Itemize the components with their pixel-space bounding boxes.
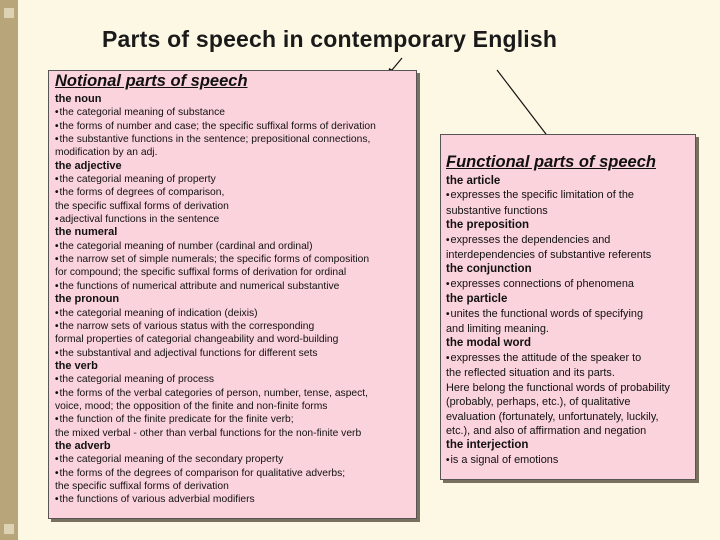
list-item [55, 133, 416, 146]
bullet-icon: • [55, 320, 59, 332]
line-text: the function of the finite predicate for the finite verb; [59, 414, 294, 426]
section-heading [55, 293, 416, 306]
list-item [446, 277, 695, 292]
list-item [446, 453, 695, 468]
notional-list [49, 93, 416, 507]
list-item [446, 381, 695, 395]
arrow-to-functional [497, 70, 549, 138]
section-heading [55, 440, 416, 453]
list-item [55, 186, 416, 199]
section-heading [55, 93, 416, 106]
bullet-icon: • [55, 280, 59, 292]
line-text: the categorial meaning of property [59, 174, 216, 186]
line-text: the particle [446, 293, 508, 306]
section-heading [446, 438, 695, 452]
section-heading [55, 226, 416, 239]
line-text: expresses the specific limitation of the [450, 189, 634, 202]
functional-list [441, 174, 695, 468]
bullet-icon: • [446, 190, 450, 202]
list-item [446, 366, 695, 380]
line-text: the substantival and adjectival functions for different sets [59, 347, 318, 359]
line-text: the narrow set of simple numerals; the specific forms of composition [59, 254, 370, 266]
list-item [55, 266, 416, 279]
bullet-icon: • [55, 254, 59, 266]
list-item [55, 320, 416, 333]
line-text: the mixed verbal - other than verbal functions for the non-finite verb [55, 427, 362, 439]
line-text: the categorial meaning of indication (deixis) [59, 307, 258, 319]
bullet-icon: • [446, 234, 450, 246]
bullet-icon: • [55, 134, 59, 146]
list-item [55, 280, 416, 293]
list-item [446, 395, 695, 409]
line-text: Here belong the functional words of probability [446, 381, 670, 394]
line-text: the forms of number and case; the specific suffixal forms of derivation [59, 120, 376, 132]
line-text: substantive functions [446, 204, 548, 217]
bullet-icon: • [446, 308, 450, 320]
line-text: the noun [55, 93, 102, 105]
bullet-icon: • [55, 107, 59, 119]
line-text: the categorial meaning of substance [59, 107, 225, 119]
bullet-icon: • [55, 467, 59, 479]
line-text: formal properties of categorial changeability and word-building [55, 334, 339, 346]
bullet-icon: • [55, 454, 59, 466]
line-text: the narrow sets of various status with the corresponding [59, 320, 315, 332]
list-item [55, 400, 416, 413]
list-item [446, 204, 695, 218]
section-heading [446, 336, 695, 350]
section-heading [446, 292, 695, 306]
section-heading [55, 360, 416, 373]
list-item [55, 213, 416, 226]
line-text: the forms of the degrees of comparison for qualitative adverbs; [59, 467, 346, 479]
slide-title: Parts of speech in contemporary English [102, 26, 558, 52]
line-text: expresses connections of phenomena [450, 277, 634, 290]
list-item [55, 120, 416, 133]
line-text: the categorial meaning of the secondary property [59, 454, 284, 466]
section-heading [446, 218, 695, 232]
line-text: the adjective [55, 159, 122, 172]
bullet-icon: • [55, 494, 59, 506]
line-text: the substantive functions in the sentence; prepositional connections, [59, 134, 371, 146]
notional-parts-box [48, 70, 417, 519]
bullet-icon: • [55, 240, 59, 252]
list-item [55, 333, 416, 346]
list-item [446, 188, 695, 203]
list-item [55, 253, 416, 266]
section-heading [446, 174, 695, 188]
list-item [55, 387, 416, 400]
line-text: (probably, perhaps, etc.), of qualitative [446, 396, 631, 409]
list-item [55, 480, 416, 493]
line-text: the specific suffixal forms of derivation [55, 200, 229, 212]
line-text: the functions of numerical attribute and numerical substantive [59, 280, 340, 292]
line-text: expresses the attitude of the speaker to [450, 351, 642, 364]
list-item [446, 307, 695, 322]
line-text: adjectival functions in the sentence [59, 214, 220, 226]
bullet-icon: • [55, 387, 59, 399]
line-text: unites the functional words of specifying [450, 307, 644, 320]
functional-parts-box [440, 134, 696, 480]
line-text: the interjection [446, 439, 529, 452]
list-item [446, 351, 695, 366]
line-text: the forms of degrees of comparison, [59, 187, 225, 199]
list-item [446, 410, 695, 424]
line-text: is a signal of emotions [450, 453, 559, 466]
line-text: the functions of various adverbial modifiers [59, 494, 255, 506]
list-item [446, 233, 695, 248]
line-text: the conjunction [446, 263, 532, 276]
list-item [55, 146, 416, 159]
bullet-icon: • [55, 414, 59, 426]
bullet-icon: • [446, 454, 450, 466]
line-text: and limiting meaning. [446, 323, 549, 336]
line-text: voice, mood; the opposition of the finite and non-finite forms [55, 400, 328, 412]
line-text: the numeral [55, 226, 118, 239]
list-item [55, 467, 416, 480]
bullet-icon: • [55, 374, 59, 386]
list-item [55, 493, 416, 506]
line-text: the forms of the verbal categories of person, number, tense, aspect, [59, 387, 369, 399]
line-text: etc.), and also of affirmation and negation [446, 424, 647, 437]
line-text: the pronoun [55, 293, 120, 306]
list-item [55, 427, 416, 440]
list-item [446, 424, 695, 438]
arrow-to-notional [392, 58, 402, 70]
bullet-icon: • [446, 278, 450, 290]
line-text: the categorial meaning of number (cardinal and ordinal) [59, 240, 313, 252]
line-text: the specific suffixal forms of derivation [55, 480, 229, 492]
list-item [446, 248, 695, 262]
list-item [55, 413, 416, 426]
functional-heading: Functional parts of speech [446, 153, 656, 171]
list-item [55, 173, 416, 186]
list-item [55, 347, 416, 360]
list-item [446, 322, 695, 336]
bullet-icon: • [446, 352, 450, 364]
line-text: the categorial meaning of process [59, 374, 215, 386]
line-text: expresses the dependencies and [450, 233, 611, 246]
list-item [55, 453, 416, 466]
line-text: modification by an adj. [55, 147, 158, 159]
bullet-icon: • [55, 120, 59, 132]
list-item [55, 307, 416, 320]
line-text: the verb [55, 359, 98, 372]
line-text: for compound; the specific suffixal forms of derivation for ordinal [55, 267, 347, 279]
notional-heading: Notional parts of speech [55, 72, 248, 90]
list-item [55, 240, 416, 253]
list-item [55, 200, 416, 213]
list-item [55, 373, 416, 386]
bullet-icon: • [55, 214, 59, 226]
bullet-icon: • [55, 174, 59, 186]
bullet-icon: • [55, 347, 59, 359]
line-text: evaluation (fortunately, unfortunately, luckily, [446, 410, 659, 423]
line-text: interdependencies of substantive referents [446, 249, 652, 262]
list-item [55, 106, 416, 119]
line-text: the preposition [446, 219, 530, 232]
line-text: the reflected situation and its parts. [446, 367, 615, 380]
bullet-icon: • [55, 307, 59, 319]
line-text: the modal word [446, 337, 531, 350]
bullet-icon: • [55, 187, 59, 199]
line-text: the adverb [55, 439, 111, 452]
line-text: the article [446, 175, 501, 187]
section-heading [446, 262, 695, 276]
section-heading [55, 160, 416, 173]
